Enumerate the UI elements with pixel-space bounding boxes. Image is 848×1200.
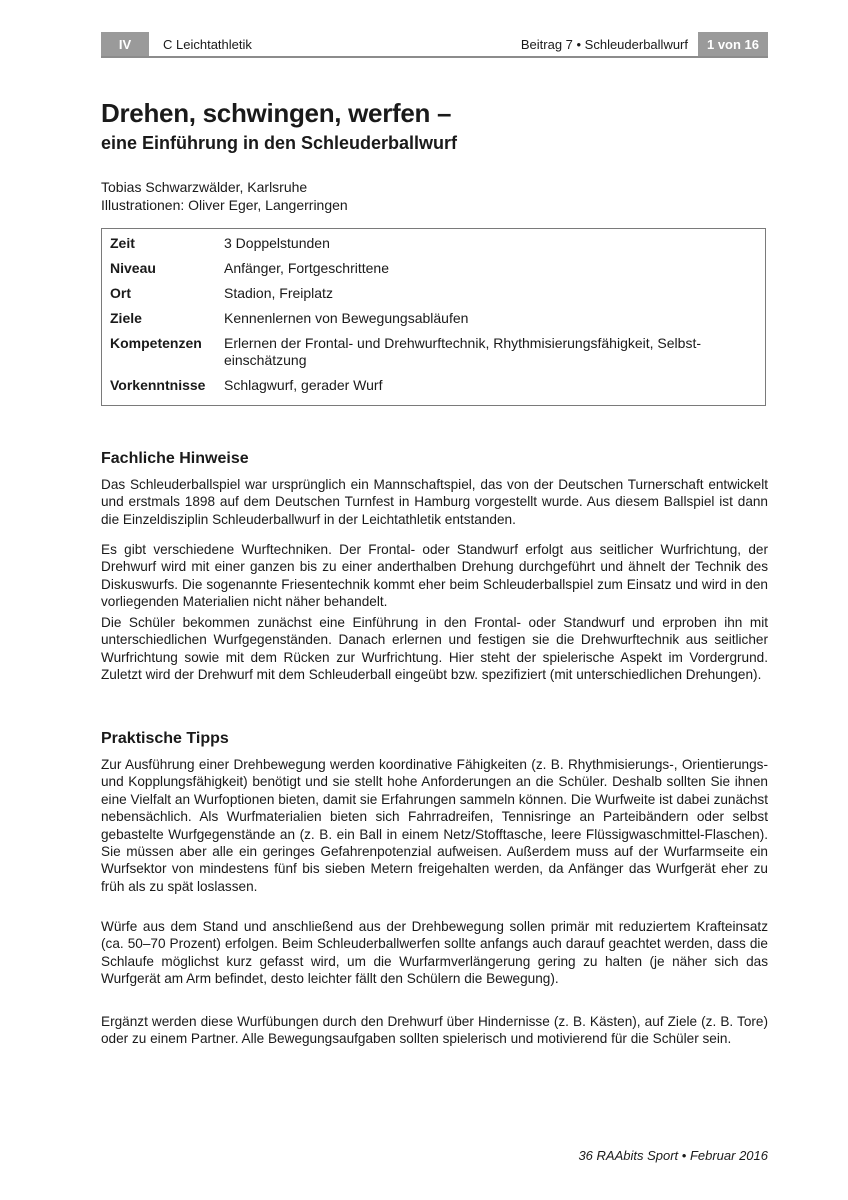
info-row-kompetenzen xyxy=(110,335,757,369)
info-row-vorkenntnisse xyxy=(110,377,757,394)
info-row-ziele xyxy=(110,310,757,327)
info-label: Niveau xyxy=(110,260,156,276)
page-subtitle: eine Einführung in den Schleuderballwurf xyxy=(101,133,458,153)
info-label: Kompetenzen xyxy=(110,335,202,351)
info-value: Erlernen der Frontal- und Drehwurftechnik, Rhythmisierungsfähigkeit, Selbsteinschätzung xyxy=(224,335,702,368)
info-row-ort xyxy=(110,285,757,302)
section-label: C Leichtathletik xyxy=(163,36,252,52)
paragraph: Ergänzt werden diese Wurfübungen durch den Drehwurf über Hindernisse (z. B. Kästen), auf Ziele (z. B. Tore) oder zu einem Partner. Alle Bewegungsaufgaben sollten spielerisch und motivierend für die Schüler sein. xyxy=(101,1014,768,1047)
info-label: Ziele xyxy=(110,310,142,326)
info-row-zeit xyxy=(110,235,757,252)
info-box xyxy=(101,228,766,406)
paragraph: Würfe aus dem Stand und anschließend aus der Drehbewegung sollen primär mit reduziertem Krafteinsatz (ca. 50–70 Prozent) erfolgen. Beim Schleuderballwerfen sollte anfangs auch darauf geachtet werden, dass die Schlaufe möglichst kurz gefasst wird, um die Wurfarmverlängerung gering zu halten (je näher sich das Wurfgerät am Arm befindet, desto leichter fällt den Schülern die Bewegung). xyxy=(101,919,768,987)
paragraph: Das Schleuderballspiel war ursprünglich ein Mannschaftspiel, das von der Deutschen Turnerschaft entwickelt und erstmals 1898 auf dem Deutschen Turnfest in Hamburg vorgestellt wurde. Aus diesem Ballspiel ist dann die Einzeldisziplin Schleuderballwurf in der Leichtathletik entstanden. xyxy=(101,477,768,527)
page-footer: 36 RAAbits Sport • Februar 2016 xyxy=(578,1148,768,1163)
info-label: Zeit xyxy=(110,235,135,251)
info-row-niveau xyxy=(110,260,757,277)
paragraph: Die Schüler bekommen zunächst eine Einführung in den Frontal- oder Standwurf und erproben ihn mit unterschiedlichen Wurfgegenständen. Danach erlernen und festigen sie die Drehwurftechnik aus seitlicher Wurfrichtung sowie mit dem Rücken zur Wurfrichtung. Hier steht der spielerische Aspekt im Vordergrund. Zuletzt wird der Drehwurf mit dem Schleuderball eingeübt bzw. spezifiziert (mit unterschiedlichen Drehungen). xyxy=(101,615,768,683)
page-title: Drehen, schwingen, werfen – xyxy=(101,98,452,128)
paragraph: Es gibt verschiedene Wurftechniken. Der Frontal- oder Standwurf erfolgt aus seitlicher Wurfrichtung, der Drehwurf wird mit einer ganzen bis zu einer anderthalben Drehung durchgeführt und ähnelt der Technik des Diskuswurfs. Die sogenannte Friesentechnik kommt eher beim Schleuderballspiel zum Einsatz und wird in den vorliegenden Materialien nicht näher behandelt. xyxy=(101,542,768,610)
paragraph: Zur Ausführung einer Drehbewegung werden koordinative Fähigkeiten (z. B. Rhythmisierungs-, Orientierungs- und Kopplungsfähigkeit) benötigt und sie stellt hohe Anforderungen an die Schüler. Deshalb sollten Sie ihnen eine Vielfalt an Wurfoptionen bieten, damit sie Erfahrungen sammeln können. Die Wurfweite ist dabei zunächst nebensächlich. Als Wurfmaterialien bieten sich Fahrradreifen, Tennisringe an Parteibändern oder selbst gebastelte Wurfgegenstände an (z. B. ein Ball in einem Netz/Stofftasche, leere Flüssigwaschmittel-Flaschen). Sie müssen aber alle ein geringes Gefahrenpotenzial aufweisen. Außerdem muss auf der Wurfarmseite ein Wurfsektor von mindestens fünf bis sieben Metern freigehalten werden, da Anfänger das Wurfgerät eher zu früh als zu spät loslassen. xyxy=(101,757,768,894)
running-header xyxy=(101,32,768,58)
author-block xyxy=(101,178,348,214)
section-heading-praktische-tipps: Praktische Tipps xyxy=(101,730,229,747)
illustrator-credit: Illustrationen: Oliver Eger, Langerringen xyxy=(101,197,348,213)
article-label: Beitrag 7 • Schleuderballwurf xyxy=(520,36,688,52)
info-label: Ort xyxy=(110,285,131,301)
info-label: Vorkenntnisse xyxy=(110,377,206,393)
chapter-tab: IV xyxy=(101,32,149,56)
section-heading-fachliche-hinweise: Fachliche Hinweise xyxy=(101,450,249,467)
info-value: Stadion, Freiplatz xyxy=(224,285,333,301)
author-name: Tobias Schwarzwälder, Karlsruhe xyxy=(101,179,308,195)
info-value: Schlagwurf, gerader Wurf xyxy=(224,377,383,393)
info-value: Anfänger, Fortgeschrittene xyxy=(224,260,389,276)
info-value: 3 Doppelstunden xyxy=(224,235,330,251)
page-indicator: 1 von 16 xyxy=(698,32,768,56)
info-value: Kennenlernen von Bewegungsabläufen xyxy=(224,310,469,326)
